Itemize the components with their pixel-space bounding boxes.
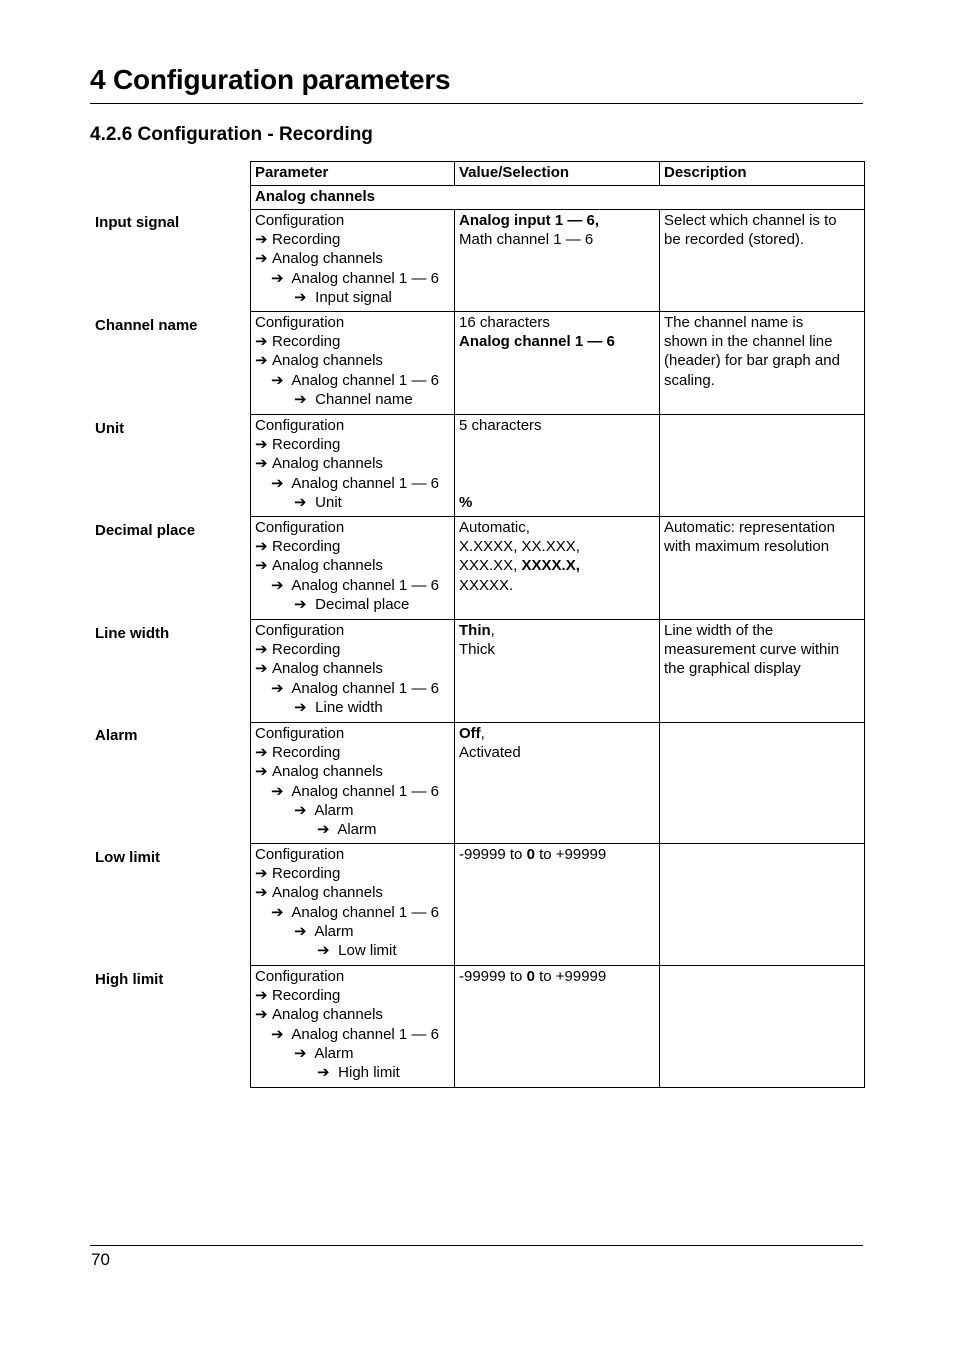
value-option: Automatic, (459, 519, 530, 536)
parameter-table (250, 161, 865, 1088)
value-default: Off (459, 725, 481, 742)
path-step: Configuration (255, 725, 345, 742)
row-label-line-width: Line width (95, 625, 170, 642)
description-line: shown in the channel line (664, 333, 833, 351)
value-cell (455, 723, 660, 844)
group-label: Analog channels (251, 186, 865, 210)
path-step: ➔ Recording (255, 231, 341, 249)
description-line: the graphical display (664, 660, 801, 678)
value-default: 0 (526, 968, 535, 985)
arrow-icon: ➔ (255, 1006, 268, 1024)
value-option: X.XXXX, XX.XXX, (459, 538, 580, 556)
description-cell (660, 517, 865, 620)
value-option: Math channel 1 — 6 (459, 231, 594, 249)
path-step: ➔ Alarm (294, 801, 354, 819)
arrow-icon: ➔ (255, 641, 268, 659)
menu-path-cell (251, 966, 455, 1088)
menu-path-cell (251, 312, 455, 415)
value-spacer (459, 435, 655, 493)
group-row (251, 186, 865, 210)
row-label-low-limit: Low limit (95, 849, 160, 866)
arrow-icon: ➔ (294, 698, 307, 716)
value-cell (455, 844, 660, 966)
chapter-title: 4 Configuration parameters (90, 64, 451, 95)
path-step: ➔ Analog channel 1 — 6 (271, 903, 439, 921)
value-cell (455, 517, 660, 620)
table-row (251, 517, 865, 620)
arrow-icon: ➔ (271, 903, 284, 921)
table-row (251, 844, 865, 966)
row-label-channel-name: Channel name (95, 317, 198, 334)
value-default: Analog channel 1 — 6 (459, 333, 615, 351)
path-step: Configuration (255, 622, 345, 639)
section-title: 4.2.6 Configuration - Recording (90, 124, 373, 145)
path-step: ➔ Analog channel 1 — 6 (271, 1025, 439, 1043)
menu-path-cell (251, 415, 455, 517)
value-option-line: Thin, (459, 622, 495, 639)
arrow-icon: ➔ (255, 538, 268, 556)
description-cell (660, 966, 865, 1088)
arrow-icon: ➔ (271, 782, 284, 800)
chapter-rule (90, 103, 863, 104)
path-step: ➔ Recording (255, 987, 341, 1005)
path-step: ➔ Analog channels (255, 1006, 383, 1024)
value-default: 0 (526, 846, 535, 863)
page-number: 70 (91, 1250, 110, 1269)
description-line: Automatic: representation (664, 519, 835, 536)
value-cell (455, 620, 660, 723)
row-label-input-signal: Input signal (95, 214, 180, 231)
row-label-unit: Unit (95, 420, 125, 437)
path-step: ➔ Recording (255, 538, 341, 556)
path-step: ➔ Input signal (294, 288, 392, 306)
header-description: Description (660, 162, 865, 186)
description-line: Select which channel is to (664, 212, 837, 229)
value-cell (455, 312, 660, 415)
path-step: ➔ Analog channel 1 — 6 (271, 679, 439, 697)
arrow-icon: ➔ (317, 1064, 330, 1082)
value-default: Thin (459, 622, 491, 639)
arrow-icon: ➔ (294, 595, 307, 613)
arrow-icon: ➔ (255, 744, 268, 762)
arrow-icon: ➔ (255, 987, 268, 1005)
arrow-icon: ➔ (255, 352, 268, 370)
arrow-icon: ➔ (255, 333, 268, 351)
value-option: 16 characters (459, 314, 550, 331)
path-step: Configuration (255, 314, 345, 331)
value-default: % (459, 493, 473, 511)
description-line: Line width of the (664, 622, 774, 639)
path-step: ➔ Decimal place (294, 595, 410, 613)
value-cell (455, 210, 660, 312)
arrow-icon: ➔ (255, 436, 268, 454)
arrow-icon: ➔ (271, 1025, 284, 1043)
path-step: ➔ Alarm (317, 821, 377, 839)
path-step: Configuration (255, 417, 345, 434)
path-step: ➔ Analog channels (255, 352, 383, 370)
arrow-icon: ➔ (294, 801, 307, 819)
path-step: ➔ Analog channels (255, 557, 383, 575)
description-cell (660, 415, 865, 517)
path-step: ➔ Analog channels (255, 763, 383, 781)
path-step: ➔ Unit (294, 493, 342, 511)
description-cell (660, 723, 865, 844)
arrow-icon: ➔ (294, 288, 307, 306)
header-parameter: Parameter (251, 162, 455, 186)
path-step: ➔ Analog channel 1 — 6 (271, 474, 439, 492)
description-cell (660, 210, 865, 312)
path-step: ➔ High limit (317, 1064, 400, 1082)
path-step: ➔ Analog channel 1 — 6 (271, 782, 439, 800)
path-step: ➔ Analog channels (255, 660, 383, 678)
arrow-icon: ➔ (294, 390, 307, 408)
value-default: Analog input 1 — 6, (459, 212, 600, 229)
value-option: Activated (459, 744, 521, 762)
arrow-icon: ➔ (317, 821, 330, 839)
path-step: ➔ Alarm (294, 1044, 354, 1062)
footer-rule (90, 1245, 863, 1246)
arrow-icon: ➔ (271, 474, 284, 492)
row-label-decimal-place: Decimal place (95, 522, 196, 539)
value-range: -99999 to 0 to +99999 (459, 968, 607, 985)
arrow-icon: ➔ (317, 942, 330, 960)
menu-path-cell (251, 620, 455, 723)
arrow-icon: ➔ (271, 269, 284, 287)
table-row (251, 312, 865, 415)
description-cell (660, 620, 865, 723)
description-line: (header) for bar graph and (664, 352, 840, 370)
table-row (251, 723, 865, 844)
arrow-icon: ➔ (255, 660, 268, 678)
path-step: ➔ Alarm (294, 922, 354, 940)
value-range: -99999 to 0 to +99999 (459, 846, 607, 863)
arrow-icon: ➔ (271, 679, 284, 697)
arrow-icon: ➔ (255, 455, 268, 473)
table-header-row (251, 162, 865, 186)
value-option: XXXXX. (459, 576, 514, 594)
arrow-icon: ➔ (255, 557, 268, 575)
arrow-icon: ➔ (271, 371, 284, 389)
arrow-icon: ➔ (255, 763, 268, 781)
menu-path-cell (251, 723, 455, 844)
table-row (251, 966, 865, 1088)
path-step: Configuration (255, 968, 345, 985)
path-step: Configuration (255, 212, 345, 229)
value-cell (455, 966, 660, 1088)
table-row (251, 210, 865, 312)
description-line: The channel name is (664, 314, 804, 331)
menu-path-cell (251, 844, 455, 966)
description-line: measurement curve within (664, 641, 840, 659)
menu-path-cell (251, 210, 455, 312)
arrow-icon: ➔ (294, 1044, 307, 1062)
path-step: ➔ Analog channels (255, 250, 383, 268)
description-line: with maximum resolution (664, 538, 830, 556)
path-step: ➔ Analog channel 1 — 6 (271, 371, 439, 389)
path-step: ➔ Recording (255, 641, 341, 659)
path-step: ➔ Analog channel 1 — 6 (271, 269, 439, 287)
header-value: Value/Selection (455, 162, 660, 186)
description-line: be recorded (stored). (664, 231, 805, 249)
path-step: ➔ Analog channels (255, 455, 383, 473)
path-step: ➔ Analog channels (255, 884, 383, 902)
path-step: ➔ Channel name (294, 390, 413, 408)
arrow-icon: ➔ (255, 884, 268, 902)
arrow-icon: ➔ (255, 231, 268, 249)
menu-path-cell (251, 517, 455, 620)
description-cell (660, 844, 865, 966)
table-row (251, 620, 865, 723)
path-step: Configuration (255, 846, 345, 863)
row-label-alarm: Alarm (95, 727, 138, 744)
path-step: ➔ Line width (294, 698, 383, 716)
value-option: 5 characters (459, 417, 542, 434)
table-row (251, 415, 865, 517)
value-default: XXXX.X, (521, 557, 580, 575)
arrow-icon: ➔ (271, 576, 284, 594)
path-step: ➔ Recording (255, 865, 341, 883)
path-step: ➔ Recording (255, 436, 341, 454)
value-option-line: Off, (459, 725, 485, 742)
path-step: ➔ Recording (255, 333, 341, 351)
value-cell (455, 415, 660, 517)
arrow-icon: ➔ (294, 922, 307, 940)
arrow-icon: ➔ (255, 865, 268, 883)
path-step: Configuration (255, 519, 345, 536)
path-step: ➔ Recording (255, 744, 341, 762)
description-cell (660, 312, 865, 415)
description-line: scaling. (664, 371, 715, 389)
value-option: Thick (459, 641, 495, 659)
value-option-line: XXX.XX, XXXX.X, (459, 557, 580, 575)
arrow-icon: ➔ (294, 493, 307, 511)
path-step: ➔ Analog channel 1 — 6 (271, 576, 439, 594)
path-step: ➔ Low limit (317, 942, 397, 960)
arrow-icon: ➔ (255, 250, 268, 268)
row-label-high-limit: High limit (95, 971, 164, 988)
